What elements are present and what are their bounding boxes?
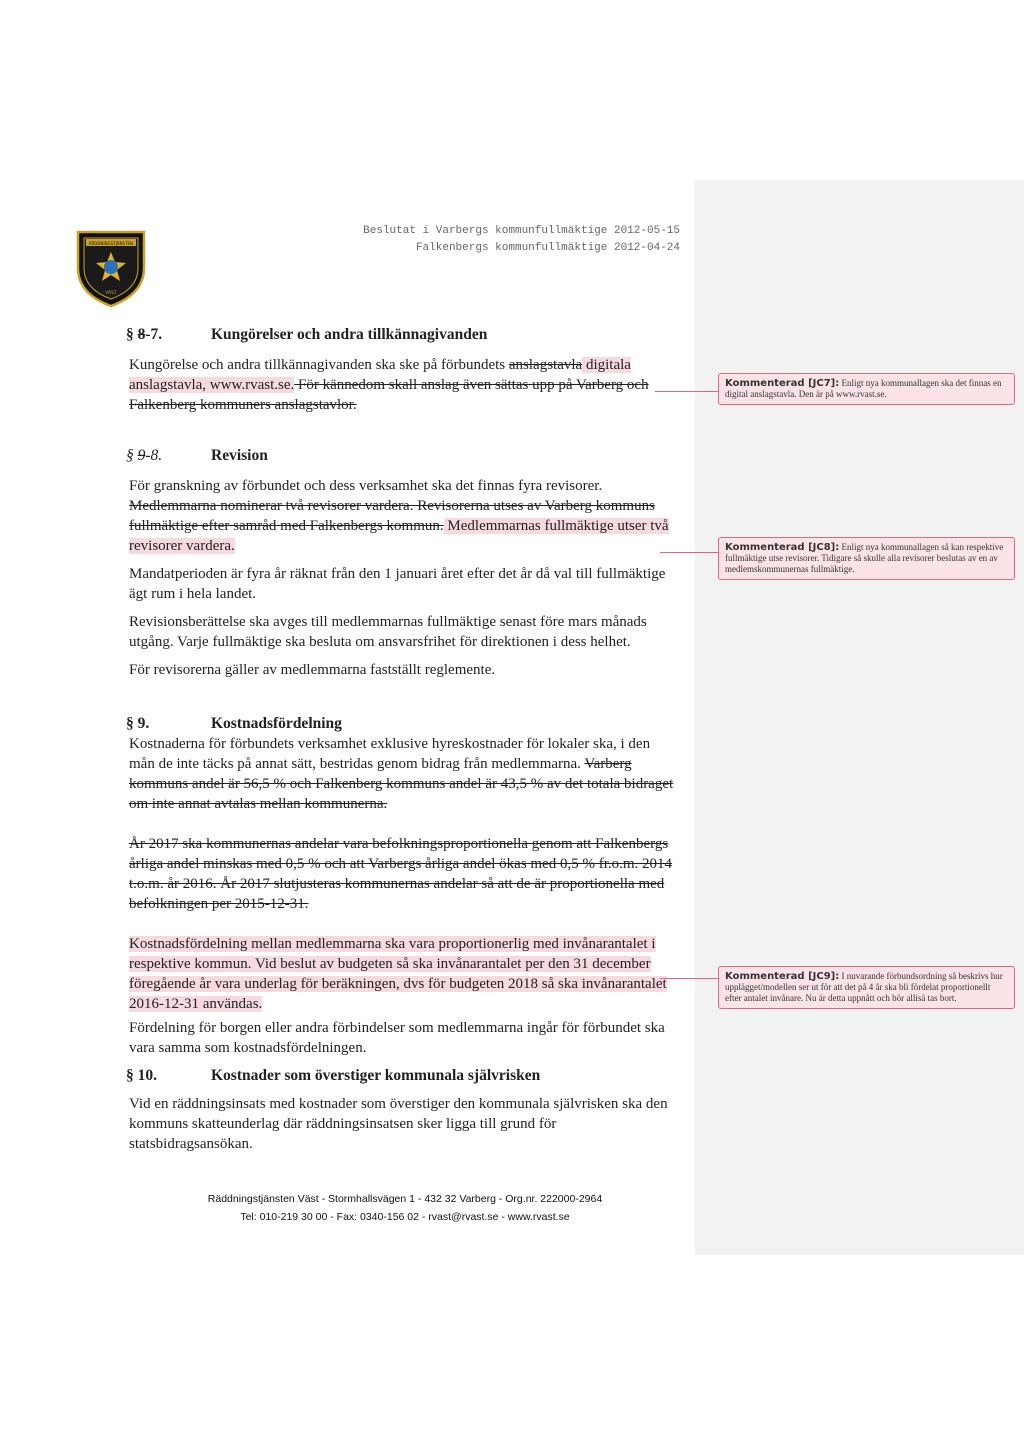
number-prefix: §	[126, 447, 138, 464]
deleted-paragraph: År 2017 ska kommunernas andelar vara befolkningsproportionella genom att Falkenbergs årliga andel minskas med 0,5 % och att Varbergs årliga andel ökas med 0,5 % fr.o.m. 2014 t.o.m. år 2016. År 2017 slutjusteras kommunernas andelar så att de är proportionella med befolkningen per 2015-12-31.	[129, 836, 673, 912]
inserted-number: 7.	[150, 326, 163, 343]
section-number: § 8-7.	[126, 326, 163, 343]
deleted-number: 8	[137, 326, 146, 343]
section-paragraph	[129, 934, 674, 1014]
comment-connector	[660, 978, 718, 979]
comment-text: Enligt nya kommunallagen ska det finnas en digital anslagstavla. Den är på www.rvast.se.	[725, 378, 1002, 399]
section-kungorelser	[126, 325, 674, 415]
section-paragraph: För revisorerna gäller av medlemmarna fastställt reglemente.	[129, 662, 496, 678]
section-title: Kostnader som överstiger kommunala självrisken	[211, 1067, 541, 1084]
comment-label: Kommenterad [JC9]:	[725, 971, 840, 982]
comment-text: I nuvarande förbundsordning så beskrivs hur upplägget/modellen ser ut för att det på 4 år ska bli fördelat proportionellt efter antalet invånare. Nu är detta uppnått och bör allisä tas bort.	[725, 971, 1003, 1003]
section-heading	[126, 446, 674, 466]
section-revision	[126, 446, 674, 680]
deleted-text: Medlemmarna nominerar två revisorer vardera. Revisorerna utses av Varberg kommuns fullmäktige efter samråd med Falkenbergs kommun.	[129, 498, 655, 534]
section-paragraph	[129, 496, 674, 556]
inserted-number: 8.	[150, 447, 163, 464]
logo-top-text: RÄDDNINGSTJÄNSTEN	[88, 241, 134, 246]
section-heading	[126, 1066, 674, 1086]
comment-margin-pane	[695, 180, 1024, 1255]
inserted-text: digitala anslagstavla, www.rvast.se.	[129, 357, 631, 393]
inserted-text: Kostnadsfördelning mellan medlemmarna ska vara proportionerlig med invånarantalet i respektive kommun. Vid beslut av budgeten så ska invånarantalet per den 31 december föregående år vara underlag för beräkningen, dvs för budgeten 2018 så ska invånarantalet 2016-12-31 användas.	[129, 936, 667, 1012]
section-number: § 10.	[126, 1067, 157, 1084]
comment-connector	[655, 391, 718, 392]
section-paragraph: För granskning av förbundet och dess verksamhet ska det finnas fyra revisorer.	[129, 478, 603, 494]
organization-logo	[76, 228, 146, 308]
decision-stamp	[300, 223, 680, 257]
section-heading	[126, 325, 674, 345]
section-title: Kungörelser och andra tillkännagivanden	[211, 326, 488, 343]
section-paragraph: Fördelning för borgen eller andra förbindelser som medlemmarna ingår för förbundet ska vara samma som kostnadsfördelningen.	[129, 1020, 665, 1056]
inserted-text: Medlemmarnas fullmäktige utser två revisorer vardera.	[129, 518, 669, 554]
deleted-text: För kännedom skall anslag även sättas upp på Varberg och Falkenberg kommuners anslagstavlor.	[129, 377, 649, 413]
section-paragraph: Mandatperioden är fyra år räknat från den 1 januari året efter det år då val till fullmäktige ägt rum i hela landet.	[129, 566, 666, 602]
shield-emblem-icon	[76, 228, 146, 308]
page-footer	[200, 1190, 610, 1226]
stamp-line-1: Beslutat i Varbergs kommunfullmäktige 2012-05-15	[363, 225, 680, 237]
section-number: § 9.	[126, 715, 150, 732]
stamp-line-2: Falkenbergs kommunfullmäktige 2012-04-24	[415, 242, 680, 254]
section-paragraph	[129, 355, 674, 415]
footer-line-1: Räddningstjänsten Väst - Stormhallsvägen 1 - 432 32 Varberg - Org.nr. 222000-2964	[207, 1193, 603, 1205]
comment-connector	[660, 552, 718, 553]
section-title: Revision	[211, 447, 268, 464]
section-kostnader-sjalvrisk	[126, 1066, 674, 1154]
section-kostnadsfordelning	[126, 714, 674, 1058]
comment-label: Kommenterad [JC8]:	[725, 542, 840, 553]
section-paragraph: Revisionsberättelse ska avges till medlemmarnas fullmäktige senast före mars månads utgång. Varje fullmäktige ska besluta om ansvarsfrihet för direktionen i dess helhet.	[129, 614, 647, 650]
comment-jc7[interactable]	[718, 373, 1015, 405]
deleted-number: 9	[137, 447, 146, 464]
section-title: Kostnadsfördelning	[211, 715, 342, 732]
comment-label: Kommenterad [JC7]:	[725, 378, 840, 389]
comment-jc8[interactable]	[718, 537, 1015, 580]
deleted-text: Varberg kommuns andel är 56,5 % och Falkenberg kommuns andel är 43,5 % av det totala bidraget om inte annat avtalas mellan kommunerna.	[129, 756, 674, 812]
section-paragraph	[129, 734, 674, 814]
comment-text: Enligt nya kommunallagen så kan respektive fullmäktige utse revisorer. Tidigare så skulle alla revisorer beslutas av en av medlemskommunernas fullmäktige.	[725, 542, 1004, 574]
comment-jc9[interactable]	[718, 966, 1015, 1009]
text-run: Kostnaderna för förbundets verksamhet exklusive hyreskostnader för lokaler ska, i den mån de inte täcks på annat sätt, bestridas genom bidrag från medlemmarna.	[129, 736, 651, 772]
text-run: Kungörelse och andra tillkännagivanden ska ske på förbundets	[129, 357, 509, 373]
logo-bottom-text: VÄST	[105, 291, 117, 296]
section-heading	[126, 714, 674, 734]
footer-line-2: Tel: 010-219 30 00 - Fax: 0340-156 02 - rvast@rvast.se - www.rvast.se	[240, 1211, 570, 1223]
deleted-text: anslagstavla	[508, 357, 583, 373]
section-paragraph: Vid en räddningsinsats med kostnader som överstiger den kommunala självrisken ska den kommuns skatteunderlag där räddningsinsatsen sker ligga till grund för statsbidragsansökan.	[129, 1096, 668, 1152]
section-number: § 9-8.	[126, 447, 163, 464]
